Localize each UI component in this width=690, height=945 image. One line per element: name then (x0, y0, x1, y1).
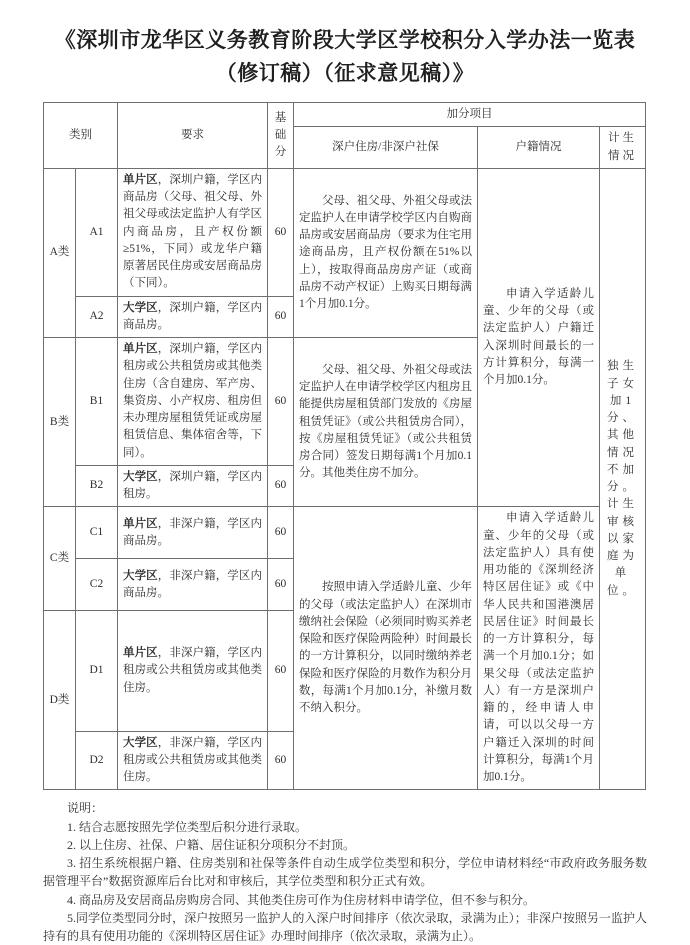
note-item-2: 2. 以上住房、社保、户籍、居住证积分项积分不封顶。 (67, 837, 356, 852)
base-score-c2: 60 (268, 559, 294, 611)
requirement-d1 (118, 611, 268, 731)
requirement-b1-bold: 单片区 (123, 343, 158, 356)
row-code-a1: A1 (76, 168, 118, 296)
requirement-a1-bold: 单片区 (123, 173, 158, 186)
base-score-a2: 60 (268, 296, 294, 338)
requirement-a2 (118, 296, 268, 338)
header-requirement: 要求 (118, 103, 268, 169)
row-code-c1: C1 (76, 507, 118, 559)
base-score-d2: 60 (268, 731, 294, 790)
row-code-a2: A2 (76, 296, 118, 338)
social-insurance-bonus-cd: 按照申请入学适龄儿童、少年的父母（或法定监护人）在深圳市缴纳社会保险（必须同时购买养老保险和医疗保险两险种）时间最长的一方计算积分，以同时缴纳养老保险和医疗保险的月数作为积分月数，每满1个月加0.1分，补缴月数不纳入积分。 (294, 507, 478, 790)
table-row-c1 (44, 507, 646, 559)
table-row-a1 (44, 168, 646, 296)
requirement-a2-bold: 大学区 (123, 301, 158, 314)
requirement-c2 (118, 559, 268, 611)
row-code-b1: B1 (76, 338, 118, 466)
header-base-score: 基础分 (268, 103, 294, 169)
header-row-1 (44, 103, 646, 127)
housing-bonus-a: 父母、祖父母、外祖父母或法定监护人在申请学校学区内自购商品房或安居商品房（要求为住宅用途商品房，且产权份额在51%以上），按取得商品房房产证（或商品房不动产权证）上购买日期每满1个月加0.1分。 (294, 168, 478, 337)
requirement-a1 (118, 168, 268, 296)
notes-section (43, 799, 647, 945)
requirement-b1-rest: ，深圳户籍，学区内租房或公共租赁房或其他类住房（含自建房、军产房、集资房、小产权房、租房但未办理房屋租赁凭证或房屋租赁信息、集体宿舍等，下同）。 (123, 343, 263, 459)
group-label-d: D类 (44, 611, 76, 790)
group-label-c: C类 (44, 507, 76, 611)
row-code-d1: D1 (76, 611, 118, 731)
base-score-a1: 60 (268, 168, 294, 296)
family-planning-cell: 独生子女加1分、其他情况不加分。计生审核以家庭为单位。 (600, 168, 646, 790)
base-score-b2: 60 (268, 465, 294, 507)
note-item-4: 4. 商品房及安居商品房购房合同、其他类住房可作为住房材料申请学位，但不参与积分。 (67, 892, 536, 907)
header-housing-social: 深户住房/非深户社保 (294, 127, 478, 169)
requirement-b2-rest: ，深圳户籍，学区内租房。 (123, 470, 263, 501)
base-score-b1: 60 (268, 338, 294, 466)
requirement-d1-bold: 单片区 (123, 647, 158, 660)
requirement-c1-bold: 单片区 (123, 517, 158, 530)
note-item-3: 3. 招生系统根据户籍、住房类别和社保等条件自动生成学位类型和积分，学位申请材料经“市政府政务服务数据管理平台”数据资源库后台比对和审核后，其学位类型和积分正式有效。 (43, 856, 647, 889)
header-hukou-status: 户籍情况 (478, 127, 600, 169)
requirement-b2-bold: 大学区 (123, 470, 158, 483)
requirement-d2-bold: 大学区 (123, 736, 158, 749)
requirement-c1 (118, 507, 268, 559)
group-label-b: B类 (44, 338, 76, 507)
header-bonus-items: 加分项目 (294, 103, 646, 127)
base-score-d1: 60 (268, 611, 294, 731)
requirement-b1 (118, 338, 268, 466)
row-code-d2: D2 (76, 731, 118, 790)
housing-bonus-b: 父母、祖父母、外祖父母或法定监护人在申请学校学区内租房且能提供房屋租赁部门发放的《房屋租赁凭证》（或公共租赁房合同），按《房屋租赁凭证》（或公共租赁房合同）签发日期每满1个月加0.1分。其他类住房不加分。 (294, 338, 478, 507)
row-code-c2: C2 (76, 559, 118, 611)
requirement-a2-rest: ，深圳户籍，学区内商品房。 (123, 301, 263, 331)
requirement-a1-rest: ，深圳户籍，学区内商品房（父母、祖父母、外祖父母或法定监护人有学区内商品房，且产权份额≥51%，下同）或龙华户籍原著居民住房或安居商品房（下同）。 (123, 173, 263, 290)
group-label-a: A类 (44, 168, 76, 337)
header-family-planning: 计生情况 (600, 127, 646, 169)
requirement-c2-rest: ，非深户籍，学区内商品房。 (123, 569, 263, 599)
requirement-c2-bold: 大学区 (123, 569, 158, 582)
page-title: 《深圳市龙华区义务教育阶段大学区学校积分入学办法一览表（修订稿）（征求意见稿）》 (54, 28, 636, 85)
row-code-b2: B2 (76, 465, 118, 507)
requirement-d2 (118, 731, 268, 790)
requirement-d1-rest: ，非深户籍，学区内租房或公共租赁房或其他类住房。 (123, 647, 263, 694)
requirement-c1-rest: ，非深户籍，学区内商品房。 (123, 517, 263, 547)
requirement-d2-rest: ，非深户籍，学区内租房或公共租赁房或其他类住房。 (123, 736, 263, 784)
notes-heading: 说明： (67, 801, 104, 816)
base-score-c1: 60 (268, 507, 294, 559)
hukou-bonus-cd: 申请入学适龄儿童、少年的父母（或法定监护人）具有使用功能的《深圳经济特区居住证》或《中华人民共和国港澳居民居住证》时间最长的一方计算积分，每满一个月加0.1分；如果父母（或法定监护人）有一方是深圳户籍的，经申请人申请，可以以父母一方户籍迁入深圳的时间计算积分，每满1个月加0.1分。 (478, 507, 600, 790)
note-item-1: 1. 结合志愿按照先学位类型后积分进行录取。 (67, 819, 308, 834)
note-item-5: 5.同学位类型同分时，深户按照另一监护人的入深户时间排序（依次录取，录满为止）；非深户按照另一监护人持有的具有使用功能的《深圳特区居住证》办理时间排序（依次录取，录满为止）。 (43, 910, 647, 943)
document-page (0, 24, 690, 943)
admission-points-table (43, 102, 646, 790)
hukou-bonus-ab: 申请入学适龄儿童、少年的父母（或法定监护人）户籍迁入深圳时间最长的一方计算积分，每满一个月加0.1分。 (478, 168, 600, 507)
header-category: 类别 (44, 103, 118, 169)
requirement-b2 (118, 465, 268, 507)
